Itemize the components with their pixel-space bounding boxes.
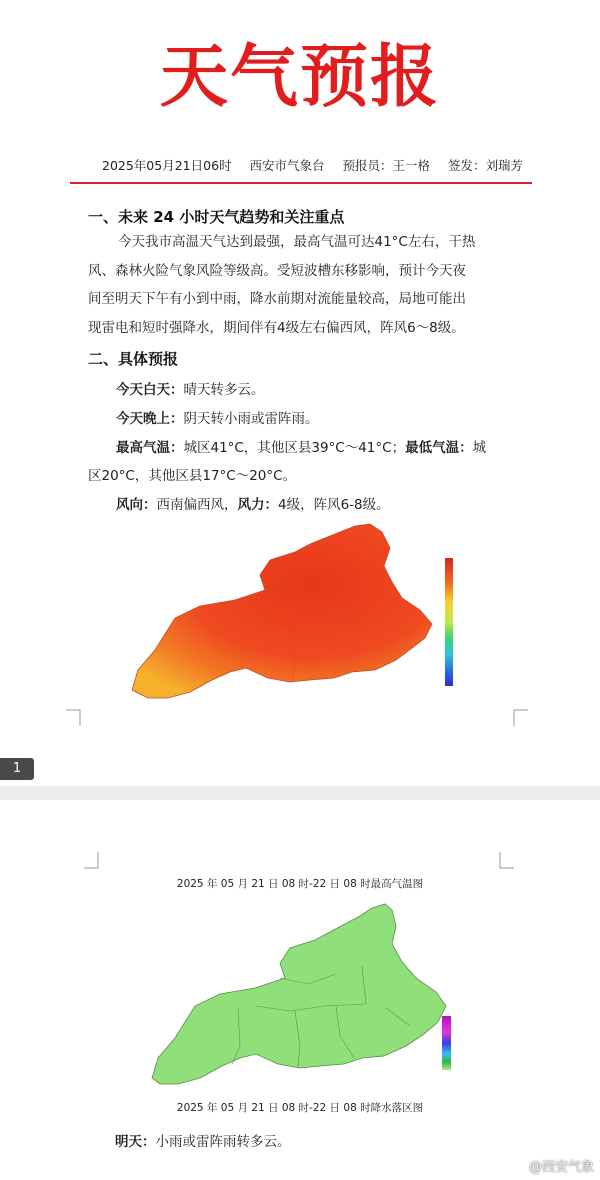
section1-line-2: 风、森林火险气象风险等级高。受短波槽东移影响，预计今天夜: [88, 262, 466, 279]
weibo-watermark: @西安气象: [528, 1160, 594, 1175]
tomorrow-line: [115, 1130, 291, 1150]
temp-map-caption: 2025 年 05 月 21 日 08 时-22 日 08 时最高气温图: [176, 878, 424, 890]
min-temp-label: 最低气温：: [405, 440, 473, 456]
crop-mark-left-2: [84, 852, 102, 870]
today-night-value: 阴天转小雨或雷阵雨。: [183, 411, 319, 427]
tomorrow-value: 小雨或雷阵雨转多云。: [155, 1134, 291, 1150]
wind-force-label: 风力：: [237, 497, 278, 513]
issue-time: 2025年05月21日06时: [102, 158, 232, 173]
temperature-legend: [445, 558, 453, 686]
max-temp-label: 最高气温：: [116, 440, 184, 456]
temperature-line: [116, 436, 486, 456]
section2-heading: 二、具体预报: [88, 350, 179, 368]
svg-text:·: ·: [270, 566, 272, 572]
svg-text:·: ·: [300, 656, 302, 662]
forecaster: 预报员：王一格: [342, 158, 431, 173]
today-day-line: [116, 378, 265, 398]
agency-name: 西安市气象台: [249, 158, 325, 173]
temperature-line-2: 区20°C，其他区县17°C～20°C。: [88, 468, 297, 484]
precipitation-legend: [442, 1016, 451, 1070]
page-number-badge[interactable]: 1: [0, 758, 34, 780]
section1-line-3: 间至明天下午有小到中雨，降水前期对流能量较高，局地可能出: [88, 291, 466, 307]
section1-line-1: 今天我市高温天气达到最强，最高气温可达41°C左右，干热: [118, 234, 476, 250]
temperature-map: [120, 520, 470, 705]
svg-text:·: ·: [260, 634, 262, 640]
today-night-label: 今天晚上：: [116, 411, 184, 427]
svg-text:·: ·: [320, 596, 322, 602]
signer: 签发：刘瑞芳: [448, 158, 524, 173]
rain-map-caption: 2025 年 05 月 21 日 08 时-22 日 08 时降水落区图: [176, 1102, 424, 1114]
wind-dir-label: 风向：: [116, 497, 157, 513]
svg-text:·: ·: [350, 626, 352, 632]
today-day-label: 今天白天：: [116, 382, 184, 398]
tomorrow-label: 明天：: [115, 1134, 156, 1150]
masthead-title: 天气预报: [159, 38, 440, 117]
section1-paragraph: [88, 228, 508, 342]
crop-mark-right-2: [496, 852, 514, 870]
crop-mark-left: [66, 708, 84, 726]
section1-line-4: 现雷电和短时强降水，期间伴有4级左右偏西风，阵风6～8级。: [88, 319, 465, 336]
red-rule: [70, 182, 532, 184]
today-day-value: 晴天转多云。: [183, 382, 265, 398]
page-gap: [0, 786, 600, 800]
wind-dir-value: 西南偏西风，: [156, 497, 238, 513]
wind-line: [116, 493, 390, 513]
wind-force-value: 4级，阵风6-8级。: [278, 497, 390, 513]
max-temp-value: 城区41°C，其他区县39°C～41°C；: [183, 440, 406, 456]
section1-heading: 一、未来 24 小时天气趋势和关注重点: [88, 208, 345, 226]
today-night-line: [116, 407, 319, 427]
issue-meta: [70, 156, 530, 174]
temperature-region-shape: [132, 524, 432, 698]
min-temp-value-a: 城: [472, 440, 487, 456]
svg-text:·: ·: [295, 578, 297, 584]
precipitation-map: [140, 896, 470, 1096]
crop-mark-right: [510, 708, 528, 726]
